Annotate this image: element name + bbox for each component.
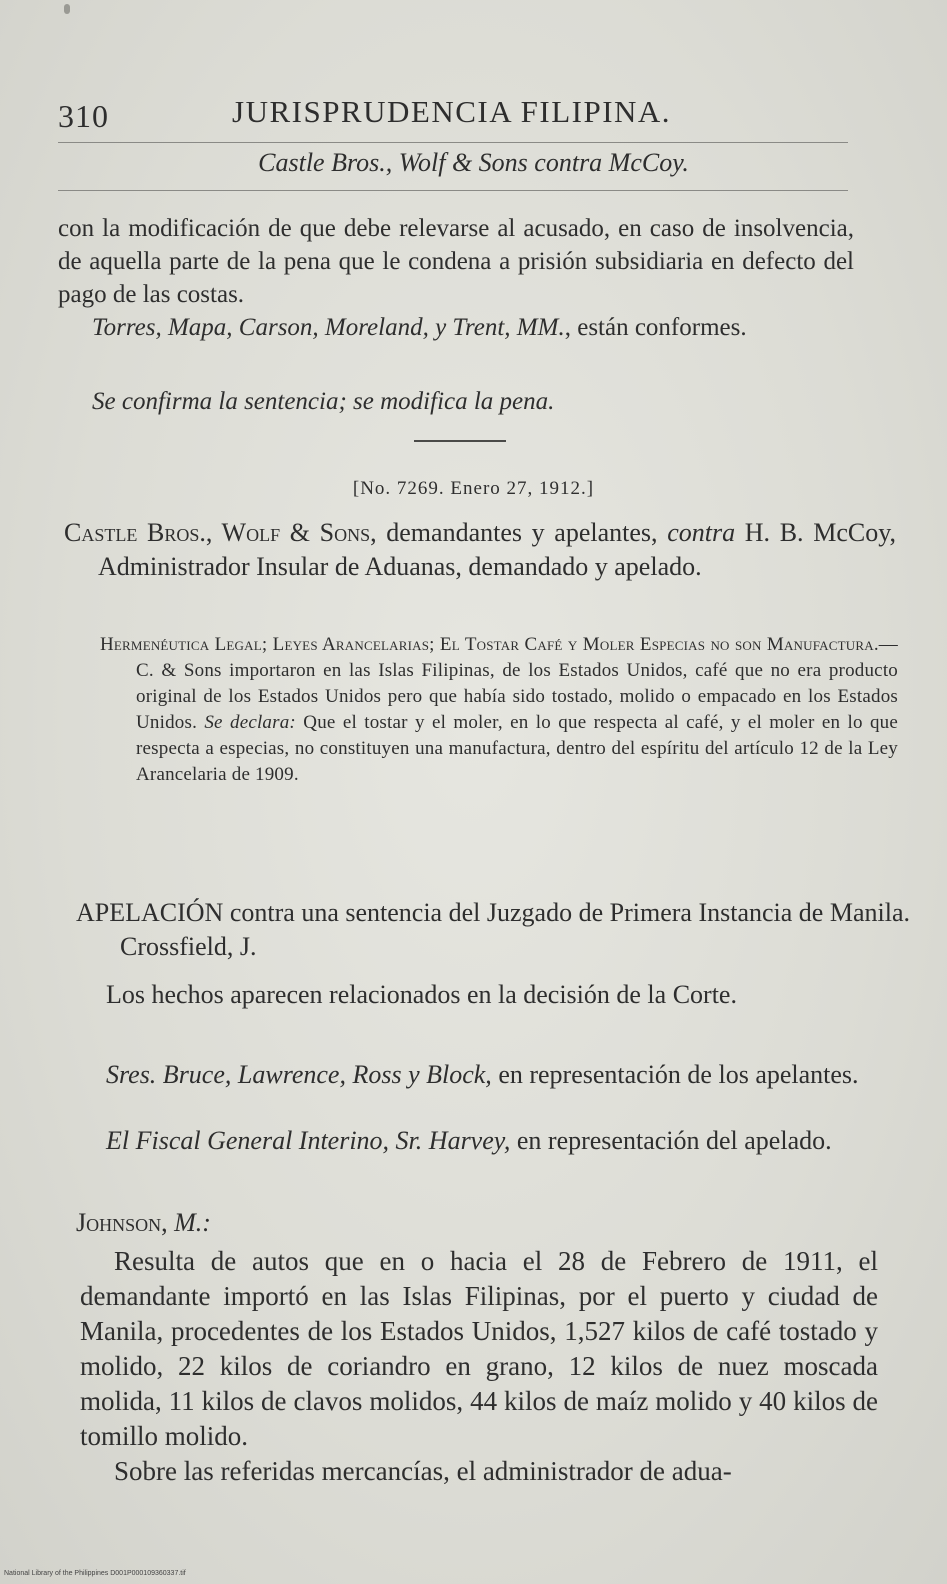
concurrence-text: , están conformes. (564, 314, 747, 341)
syllabus-holding: Que el tostar y el moler, en lo que respecta al café, y el moler en lo que respecta a especias, no constituyen una manufactura, dentro del espíritu del artículo 12 de la Ley Arancelaria de 1909. (136, 712, 899, 785)
case-separator (414, 440, 506, 442)
appeal-head: APELACIÓN (76, 898, 224, 927)
contra-word: contra (667, 518, 736, 547)
page-number: 310 (58, 98, 109, 134)
syllabus (100, 632, 898, 788)
judge-title: M.: (167, 1208, 211, 1237)
archive-stamp: National Library of the Philippines D001P000109360337.tif (4, 1570, 186, 1577)
appeal-line (76, 896, 910, 964)
case-number-date: [No. 7269. Enero 27, 1912.] (352, 478, 595, 499)
counsel-appellants-names: Sres. Bruce, Lawrence, Ross y Block, (106, 1060, 492, 1089)
prev-case-text: con la modificación de que debe relevarse al acusado, en caso de insolvencia, de aquella parte de la pena que le condena a prisión subsidiaria en defecto del pago de las costas. (58, 215, 854, 308)
plaintiffs-role: , demandantes y apelantes, (370, 518, 658, 547)
case-parties (64, 516, 896, 584)
facts-paragraph: Los hechos aparecen relacionados en la decisión de la Corte. (106, 980, 737, 1009)
syllabus-headnote: Hermenéutica Legal; Leyes Arancelarias; El Tostar Café y Moler Especias no son Manufactura. (100, 634, 879, 655)
judge-heading (76, 1206, 211, 1240)
disposition: Se confirma la sentencia; se modifica la pena. (92, 388, 555, 415)
opinion-paragraph-2: Sobre las referidas mercancías, el administrador de adua- (114, 1456, 732, 1486)
header-rule-bottom (58, 190, 848, 191)
counsel-appellee-role: en representación del apelado. (510, 1126, 832, 1155)
opinion-paragraph-1: Resulta de autos que en o hacia el 28 de Febrero de 1911, el demandante importó en las Islas Filipinas, por el puerto y ciudad de Manila, procedentes de los Estados Unidos, 1,527 kilos de café tostado y molido, 22 kilos de coriandro en grano, 12 kilos de nuez moscada molida, 11 kilos de clavos molidos, 44 kilos de maíz molido y 40 kilos de tomillo molido. (80, 1246, 878, 1451)
case-subtitle: Castle Bros., Wolf & Sons contra McCoy. (258, 148, 689, 177)
counsel-appellee (76, 1124, 868, 1158)
plaintiffs: Castle Bros., Wolf & Sons (64, 518, 371, 547)
concurring-justices: Torres, Mapa, Carson, Moreland, y Trent, MM. (92, 314, 565, 341)
concurrence (58, 311, 854, 344)
counsel-appellee-names: El Fiscal General Interino, Sr. Harvey, (106, 1126, 511, 1155)
syllabus-declara: Se declara: (204, 712, 296, 733)
appeal-text: contra una sentencia del Juzgado de Primera Instancia de Manila. Crossfield, J. (120, 898, 910, 961)
syllabus-facts: —C. & Sons importaron en las Islas Filipinas, de los Estados Unidos, café que no era producto original de los Estados Unidos pero que había sido tostado, molido o empacado en los Estados Unidos. (136, 634, 898, 733)
running-title: JURISPRUDENCIA FILIPINA. (232, 94, 672, 129)
scan-speck (64, 4, 70, 14)
prev-case-paragraph (58, 212, 854, 311)
header-rule-top (58, 142, 848, 143)
judge-name: Johnson, (76, 1208, 168, 1237)
defendant: H. B. McCoy, Administrador Insular de Aduanas, demandado y apelado. (98, 518, 897, 581)
counsel-appellants-role: en representación de los apelantes. (491, 1060, 859, 1089)
counsel-appellants (76, 1058, 868, 1092)
